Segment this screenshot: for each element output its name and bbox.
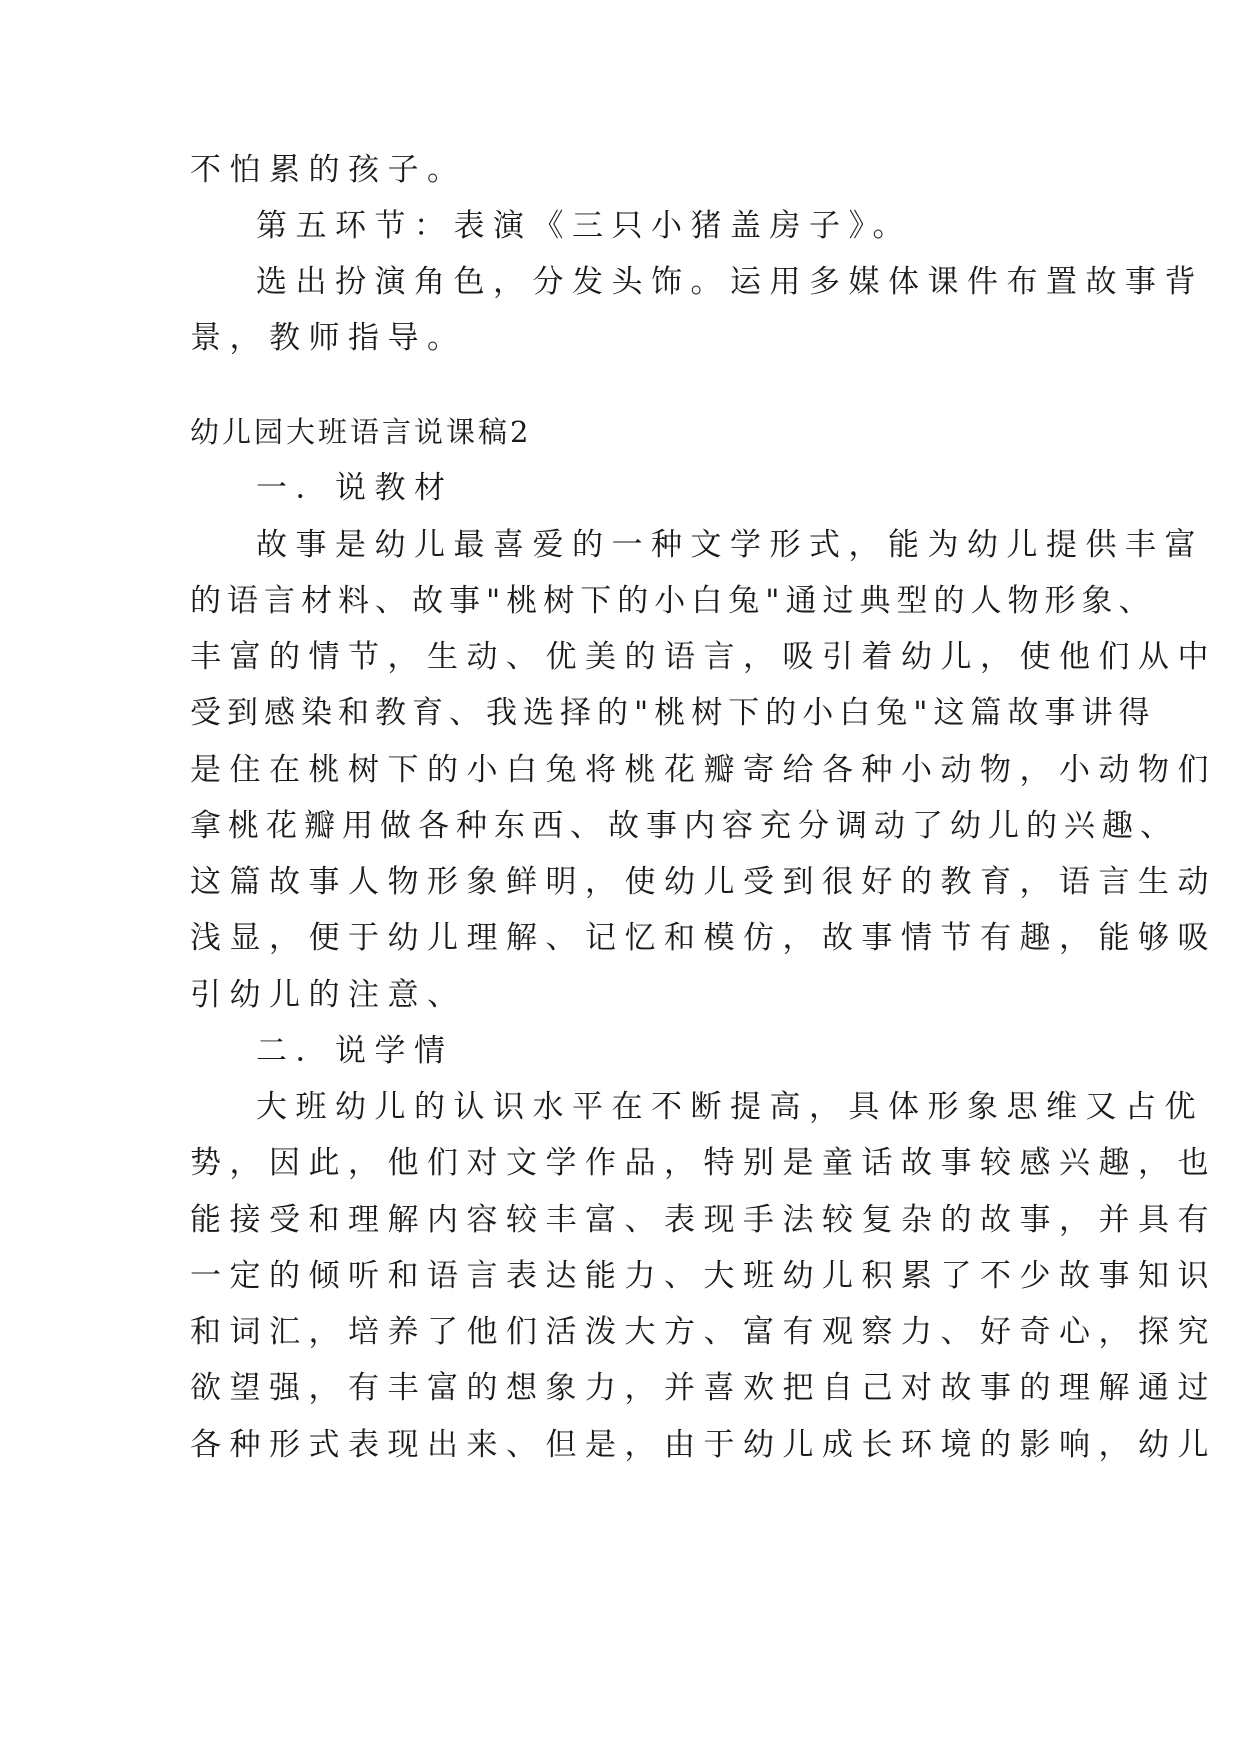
- paragraph-line: 的语言材料、故事"桃树下的小白兔"通过典型的人物形象、: [190, 583, 1156, 619]
- paragraph-line: 景，教师指导。: [190, 320, 467, 356]
- paragraph-line: 欲望强，有丰富的想象力，并喜欢把自己对故事的理解通过: [190, 1370, 1217, 1406]
- document-title: 幼儿园大班语言说课稿2: [190, 415, 532, 449]
- paragraph-line: 和词汇，培养了他们活泼大方、富有观察力、好奇心，探究: [190, 1314, 1217, 1350]
- paragraph-line: 是住在桃树下的小白兔将桃花瓣寄给各种小动物，小动物们: [190, 752, 1217, 788]
- paragraph-line: 各种形式表现出来、但是，由于幼儿成长环境的影响，幼儿: [190, 1427, 1217, 1463]
- paragraph-line: 拿桃花瓣用做各种东西、故事内容充分调动了幼儿的兴趣、: [190, 808, 1178, 844]
- paragraph-line: 引幼儿的注意、: [190, 977, 467, 1013]
- paragraph-line: 浅显，便于幼儿理解、记忆和模仿，故事情节有趣，能够吸: [190, 920, 1217, 956]
- paragraph-line: 这篇故事人物形象鲜明，使幼儿受到很好的教育，语言生动: [190, 864, 1217, 900]
- section-line: 第五环节：表演《三只小猪盖房子》。: [256, 208, 912, 244]
- section-heading: 一．说教材: [256, 470, 454, 506]
- paragraph-line: 选出扮演角色，分发头饰。运用多媒体课件布置故事背: [256, 264, 1204, 300]
- section-heading: 二．说学情: [256, 1033, 454, 1069]
- paragraph-line: 大班幼儿的认识水平在不断提高，具体形象思维又占优: [256, 1089, 1204, 1125]
- paragraph-line: 不怕累的孩子。: [190, 152, 467, 188]
- paragraph-line: 能接受和理解内容较丰富、表现手法较复杂的故事，并具有: [190, 1202, 1217, 1238]
- paragraph-line: 势，因此，他们对文学作品，特别是童话故事较感兴趣，也: [190, 1145, 1217, 1181]
- paragraph-line: 故事是幼儿最喜爱的一种文学形式，能为幼儿提供丰富: [256, 527, 1204, 563]
- paragraph-line: 一定的倾听和语言表达能力、大班幼儿积累了不少故事知识: [190, 1258, 1217, 1294]
- paragraph-line: 受到感染和教育、我选择的"桃树下的小白兔"这篇故事讲得: [190, 695, 1156, 731]
- paragraph-line: 丰富的情节，生动、优美的语言，吸引着幼儿，使他们从中: [190, 639, 1217, 675]
